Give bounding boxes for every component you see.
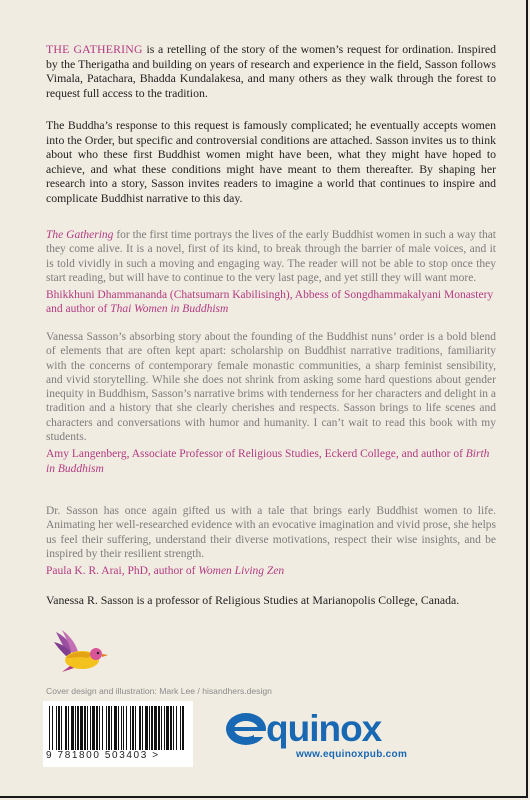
attribution-text: Bhikkhuni Dhammananda (Chatsumarn Kabilisingh), Abbess of Songdhammakalyani Monastery and author of bbox=[46, 289, 494, 316]
endorsement-quote bbox=[46, 228, 496, 285]
publisher-url[interactable]: www.equinoxpub.com bbox=[296, 749, 408, 760]
isbn-number: 9 781800 503403 > bbox=[46, 750, 160, 761]
endorsement-1 bbox=[46, 228, 496, 317]
quote-text: for the first time portrays the lives of the early Buddhist women in such a way that they come alive. It is a novel, first of its kind, to break through the barrier of male voices, and it is told vividly in such a moving and engaging way. The reader will not be able to stop once they start reading, but will have to continue to the very last page, and yet still they will want more. bbox=[46, 229, 496, 284]
author-bio: Vanessa R. Sasson is a professor of Religious Studies at Marianopolis College, Canada. bbox=[46, 593, 460, 607]
publisher-logo-text bbox=[266, 709, 381, 749]
attribution-text: Paula K. R. Arai, PhD, author of bbox=[46, 565, 199, 578]
equinox-e-mark-icon bbox=[224, 711, 268, 747]
endorsement-attribution bbox=[46, 564, 496, 578]
attribution-book-title: Thai Women in Buddhism bbox=[110, 303, 229, 316]
book-title-lead: THE GATHERING bbox=[46, 42, 143, 56]
attribution-text: Amy Langenberg, Associate Professor of Religious Studies, Eckerd College, and author of bbox=[46, 448, 466, 461]
endorsement-quote bbox=[46, 504, 496, 561]
isbn-barcode bbox=[43, 701, 193, 767]
endorsement-quote bbox=[46, 330, 496, 444]
endorsement-attribution bbox=[46, 288, 496, 316]
endorsement-2 bbox=[46, 330, 496, 476]
quote-text: Vanessa Sasson’s absorbing story about the founding of the Buddhist nuns’ order is a bold blend of elements that are often kept apart: scholarship on Buddhist narrative traditions, familiarity with the concerns of contemporary female monastic communities, a sharp feminist sensibility, and vivid storytelling. While she does not shrink from asking some hard questions about gender inequity in Buddhism, Sasson’s narrative brims with tenderness for her characters and delight in a tradition and a history that she clearly cherishes and respects. Sasson brings to life scenes and characters and conversations with humor and humanity. I can’t wait to read this book with my students. bbox=[46, 331, 496, 444]
attribution-book-title: Birth in Buddhism bbox=[46, 448, 490, 475]
quote-lead-title: The Gathering bbox=[46, 229, 114, 241]
bird-illustration-icon bbox=[52, 628, 110, 676]
publisher-logo[interactable] bbox=[226, 709, 486, 769]
barcode-bars bbox=[47, 706, 189, 750]
quote-text: Dr. Sasson has once again gifted us with a tale that brings early Buddhist women to life. Animating her well-researched evidence with an evocative imagination and vivid prose, she helps us feel their suffering, understand their diverse motivations, respect their wise insights, and be inspired by their resilient strength. bbox=[46, 505, 496, 560]
synopsis-paragraph: The Buddha’s response to this request is famously complicated; he eventually accepts women into the Order, but specific and controversial conditions are attached. Sasson invites us to think about who these first Buddhist women might have been, what they might have hoped to achieve, and what these conditions might have meant to them thereafter. By shaping her research into a story, Sasson invites readers to imagine a world that continues to inspire and complicate Buddhist narrative to this day. bbox=[46, 118, 496, 205]
intro-text: is a retelling of the story of the women’s request for ordination. Inspired by the Therigatha and building on years of research and experience in the field, Sasson follows Vimala, Patachara, Bhadda Kundalakesa, and many others as they walk through the forest to request full access to the tradition. bbox=[46, 42, 496, 100]
publisher-name: quinox bbox=[266, 708, 382, 749]
endorsement-3 bbox=[46, 504, 496, 578]
intro-paragraph bbox=[46, 42, 496, 100]
attribution-book-title: Women Living Zen bbox=[198, 565, 285, 578]
cover-credit: Cover design and illustration: Mark Lee / hisandhers.design bbox=[46, 686, 272, 696]
endorsement-attribution bbox=[46, 447, 496, 475]
